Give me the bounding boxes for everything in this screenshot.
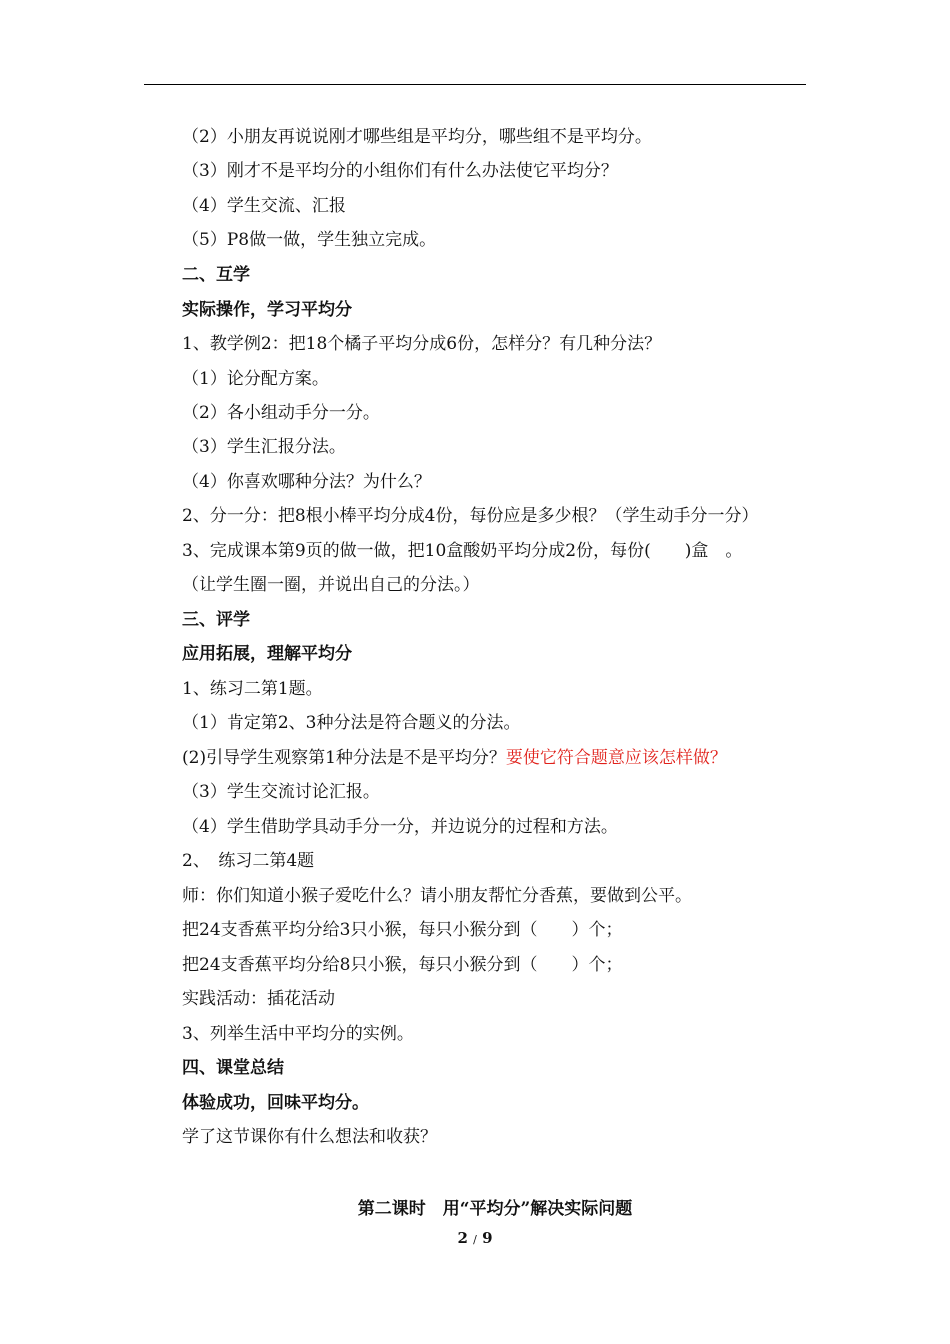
page-current: 2 [457, 1229, 468, 1247]
text-line: （1）论分配方案。 [182, 369, 329, 389]
text-line: （4）你喜欢哪种分法？为什么？ [182, 472, 431, 492]
page-number [0, 1229, 950, 1247]
text-line: 把24支香蕉平均分给8只小猴，每只小猴分到（ ）个； [182, 955, 623, 975]
text-line: （1）肯定第2、3种分法是符合题义的分法。 [182, 713, 521, 733]
text-line: （3）学生汇报分法。 [182, 437, 346, 457]
text-line: 2、 练习二第4题 [182, 851, 315, 871]
text-line: （5）P8做一做，学生独立完成。 [182, 230, 437, 250]
section-heading: 二、互学 [182, 265, 250, 285]
sub-heading: 实际操作，学习平均分 [182, 300, 352, 320]
text-line-with-highlight [182, 747, 727, 769]
text-line: 1、教学例2：把18个橘子平均分成6份，怎样分？有几种分法？ [182, 334, 662, 354]
text-line: 1、练习二第1题。 [182, 679, 323, 699]
text-line: 师：你们知道小猴子爱吃什么？请小朋友帮忙分香蕉，要做到公平。 [182, 886, 692, 906]
lesson-subtitle: 第二课时 用“平均分”解决实际问题 [357, 1199, 633, 1219]
sub-heading: 应用拓展，理解平均分 [182, 644, 352, 664]
text-line: 3、完成课本第9页的做一做，把10盒酸奶平均分成2份，每份( )盒 。 [182, 541, 743, 561]
text-line-plain: (2)引导学生观察第1种分法是不是平均分？ [182, 748, 506, 768]
text-line: （4）学生交流、汇报 [182, 196, 346, 216]
page-total: 9 [482, 1229, 493, 1247]
text-line: （让学生圈一圈，并说出自己的分法。） [182, 575, 480, 595]
text-line: 学了这节课你有什么想法和收获？ [182, 1127, 437, 1147]
text-line: 把24支香蕉平均分给3只小猴，每只小猴分到（ ）个； [182, 920, 623, 940]
text-line: 3、列举生活中平均分的实例。 [182, 1024, 414, 1044]
text-line: （4）学生借助学具动手分一分，并边说分的过程和方法。 [182, 817, 618, 837]
section-heading: 三、评学 [182, 610, 250, 630]
text-line: （2）小朋友再说说刚才哪些组是平均分，哪些组不是平均分。 [182, 127, 652, 147]
text-line: （3）学生交流讨论汇报。 [182, 782, 380, 802]
text-line: （2）各小组动手分一分。 [182, 403, 380, 423]
page-separator: / [473, 1233, 477, 1246]
highlighted-question: 要使它符合题意应该怎样做？ [505, 748, 727, 768]
header-rule [144, 84, 806, 85]
text-line: （3）刚才不是平均分的小组你们有什么办法使它平均分？ [182, 161, 618, 181]
section-heading: 四、课堂总结 [182, 1058, 284, 1078]
text-line: 实践活动：插花活动 [182, 989, 335, 1009]
text-line: 2、分一分：把8根小棒平均分成4份，每份应是多少根？（学生动手分一分） [182, 506, 759, 526]
sub-heading: 体验成功，回味平均分。 [182, 1093, 369, 1113]
